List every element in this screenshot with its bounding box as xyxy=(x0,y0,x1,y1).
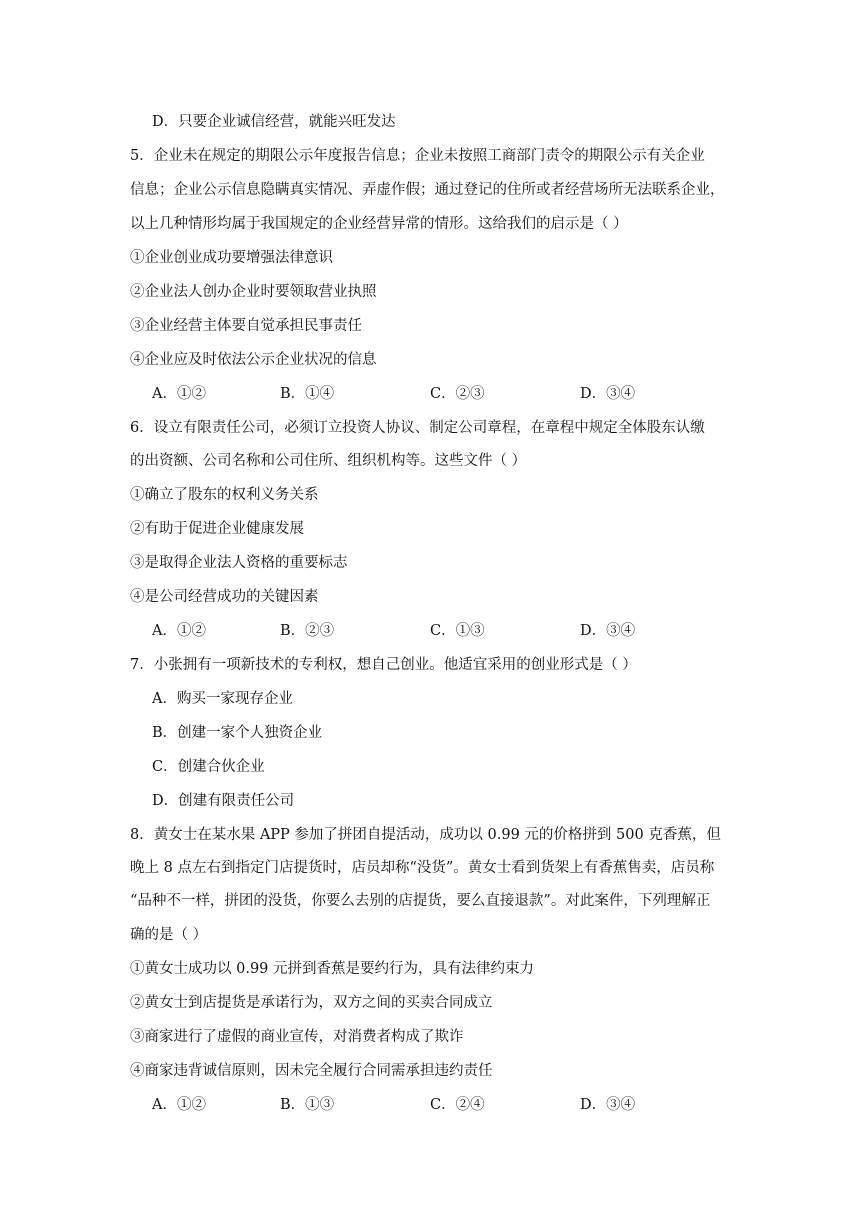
q5-statement-1: ①企业创业成功要增强法律意识 xyxy=(130,250,333,266)
q6-statement-3: ③是取得企业法人资格的重要标志 xyxy=(130,555,348,571)
q5-option-d: D．③④ xyxy=(580,386,636,402)
q5-statement-4: ④企业应及时依法公示企业状况的信息 xyxy=(130,352,377,368)
q5-statement-2: ②企业法人创办企业时要领取营业执照 xyxy=(130,284,377,300)
q5-option-a: A．①② xyxy=(152,386,206,402)
q8-stem-line: 晚上 8 点左右到指定门店提货时，店员却称“没货”。黄女士看到货架上有香蕉售卖，店员称 xyxy=(130,860,715,876)
q8-option-d: D．③④ xyxy=(580,1097,636,1113)
q6-option-a: A．①② xyxy=(152,623,206,639)
q6-stem-line: 的出资额、公司名称和公司住所、组织机构等。这些文件（ ） xyxy=(130,453,527,469)
q5-option-c: C．②③ xyxy=(430,386,485,402)
q8-statement-1: ①黄女士成功以 0.99 元拼到香蕉是要约行为，具有法律约束力 xyxy=(130,961,535,977)
q6-option-c: C．①③ xyxy=(430,623,485,639)
q8-statement-3: ③商家进行了虚假的商业宣传，对消费者构成了欺诈 xyxy=(130,1029,464,1045)
q5-statement-3: ③企业经营主体要自觉承担民事责任 xyxy=(130,318,362,334)
q4-option-d: D．只要企业诚信经营，就能兴旺发达 xyxy=(152,114,396,130)
q7-option-c: C．创建合伙企业 xyxy=(152,759,265,775)
q7-option-b: B．创建一家个人独资企业 xyxy=(152,725,323,741)
q5-stem-line: 信息；企业公示信息隐瞒真实情况、弄虚作假；通过登记的住所或者经营场所无法联系企业， xyxy=(130,182,725,198)
q8-option-a: A．①② xyxy=(152,1097,206,1113)
q8-stem-line: 8．黄女士在某水果 APP 参加了拼团自提活动，成功以 0.99 元的价格拼到 500 克香蕉，但 xyxy=(130,827,721,843)
q8-options xyxy=(152,1095,712,1115)
q6-option-b: B．②③ xyxy=(280,623,335,639)
q6-options xyxy=(152,621,712,641)
q7-option-d: D．创建有限责任公司 xyxy=(152,793,295,809)
q8-option-c: C．②④ xyxy=(430,1097,485,1113)
q8-stem-line: “品种不一样，拼团的没货，你要么去别的店提货，要么直接退款”。对此案件，下列理解正 xyxy=(130,893,711,909)
q8-stem-line: 确的是（ ） xyxy=(130,927,208,943)
q6-stem-line: 6．设立有限责任公司，必须订立投资人协议、制定公司章程，在章程中规定全体股东认缴 xyxy=(130,420,705,436)
q6-option-d: D．③④ xyxy=(580,623,636,639)
q7-stem-line: 7．小张拥有一项新技术的专利权，想自己创业。他适宜采用的创业形式是（ ） xyxy=(130,657,637,673)
q7-option-a: A．购买一家现存企业 xyxy=(152,691,293,707)
q5-options xyxy=(152,384,712,404)
q8-option-b: B．①③ xyxy=(280,1097,335,1113)
q8-statement-2: ②黄女士到店提货是承诺行为，双方之间的买卖合同成立 xyxy=(130,995,493,1011)
q6-statement-2: ②有助于促进企业健康发展 xyxy=(130,521,304,537)
q8-statement-4: ④商家违背诚信原则，因未完全履行合同需承担违约责任 xyxy=(130,1063,493,1079)
q6-statement-4: ④是公司经营成功的关键因素 xyxy=(130,589,319,605)
q6-statement-1: ①确立了股东的权利义务关系 xyxy=(130,487,319,503)
q5-option-b: B．①④ xyxy=(280,386,335,402)
q5-stem-line: 5．企业未在规定的期限公示年度报告信息；企业未按照工商部门责令的期限公示有关企业 xyxy=(130,148,705,164)
q5-stem-line: 以上几种情形均属于我国规定的企业经营异常的情形。这给我们的启示是（ ） xyxy=(130,216,628,232)
